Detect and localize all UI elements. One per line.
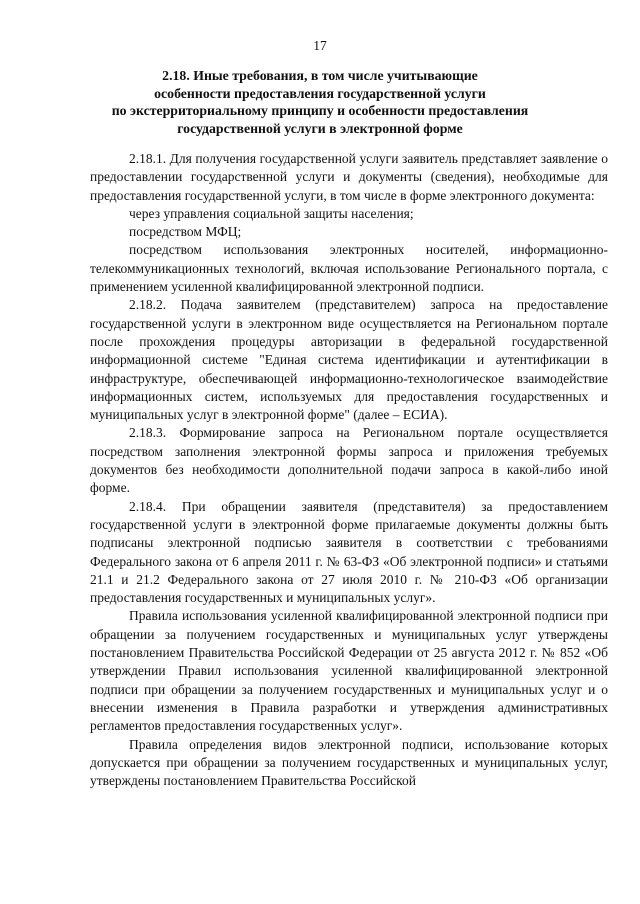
list-item-electronic: посредством использования электронных носителей, информационно-телекоммуникационных технологий, включая использование Регионального портала, с применением усиленной квалифицированной электронной подписи. — [90, 242, 608, 295]
page-number: 17 — [313, 38, 327, 53]
paragraph-signature-types: Правила определения видов электронной подписи, использование которых допускается при обращении за получением государственных и муниципальных услуг, утверждены постановлением Правительства Российской — [90, 736, 608, 789]
list-item-mfc: посредством МФЦ; — [129, 224, 242, 240]
section-heading — [90, 67, 550, 137]
paragraph-signature-rules: Правила использования усиленной квалифицированной электронной подписи при обращении за получением государственных и муниципальных услуг утверждены постановлением Правительства Российской Федерации от 25 августа 2012 г. № 852 «Об утверждении Правил использования усиленной квалифицированной электронной подписи при обращении за получением государственных и муниципальных услуг и о внесении изменения в Правила разработки и утверждения административных регламентов предоставления государственных услуг». — [90, 608, 608, 734]
paragraph-2-18-1: 2.18.1. Для получения государственной услуги заявитель представляет заявление о предоставлении государственной услуги и документы (сведения), необходимые для предоставления государственной услуги, в том числе в форме электронного документа: — [90, 151, 608, 203]
paragraph-2-18-4: 2.18.4. При обращении заявителя (представителя) за предоставлением государственной услуги в электронной форме прилагаемые документы должны быть подписаны электронной подписью заявителя в соответствии с требованиями Федерального закона от 6 апреля 2011 г. № 63-ФЗ «Об электронной подписи» и статьями 21.1 и 21.2 Федерального закона от 27 июля 2010 г. № 210-ФЗ «Об организации предоставления государственных и муниципальных услуг». — [90, 498, 608, 606]
list-item-social-protection: через управления социальной защиты населения; — [129, 205, 414, 221]
heading-line-1: 2.18. Иные требования, в том числе учитывающие — [162, 68, 478, 83]
paragraph-2-18-2: 2.18.2. Подача заявителем (представителем) запроса на предоставление государственной услуги в электронном виде осуществляется на Региональном портале после прохождения процедуры авторизации в федеральной государственной информационной системе "Единая система идентификации и аутентификации в инфраструктуре, обеспечивающей информационно-технологическое взаимодействие информационных систем, используемых для предоставления государственных и муниципальных услуг в электронной форме" (далее – ЕСИА). — [90, 297, 608, 423]
heading-line-4: государственной услуги в электронной форме — [177, 120, 463, 136]
heading-line-2: особенности предоставления государственной услуги — [154, 85, 486, 101]
document-body — [90, 150, 608, 790]
paragraph-2-18-3: 2.18.3. Формирование запроса на Региональном портале осуществляется посредством заполнения электронной формы запроса и приложения требуемых документов без необходимости дополнительной подачи запроса в какой-либо иной форме. — [90, 425, 608, 496]
heading-line-3: по экстерриториальному принципу и особенности предоставления — [111, 103, 529, 118]
